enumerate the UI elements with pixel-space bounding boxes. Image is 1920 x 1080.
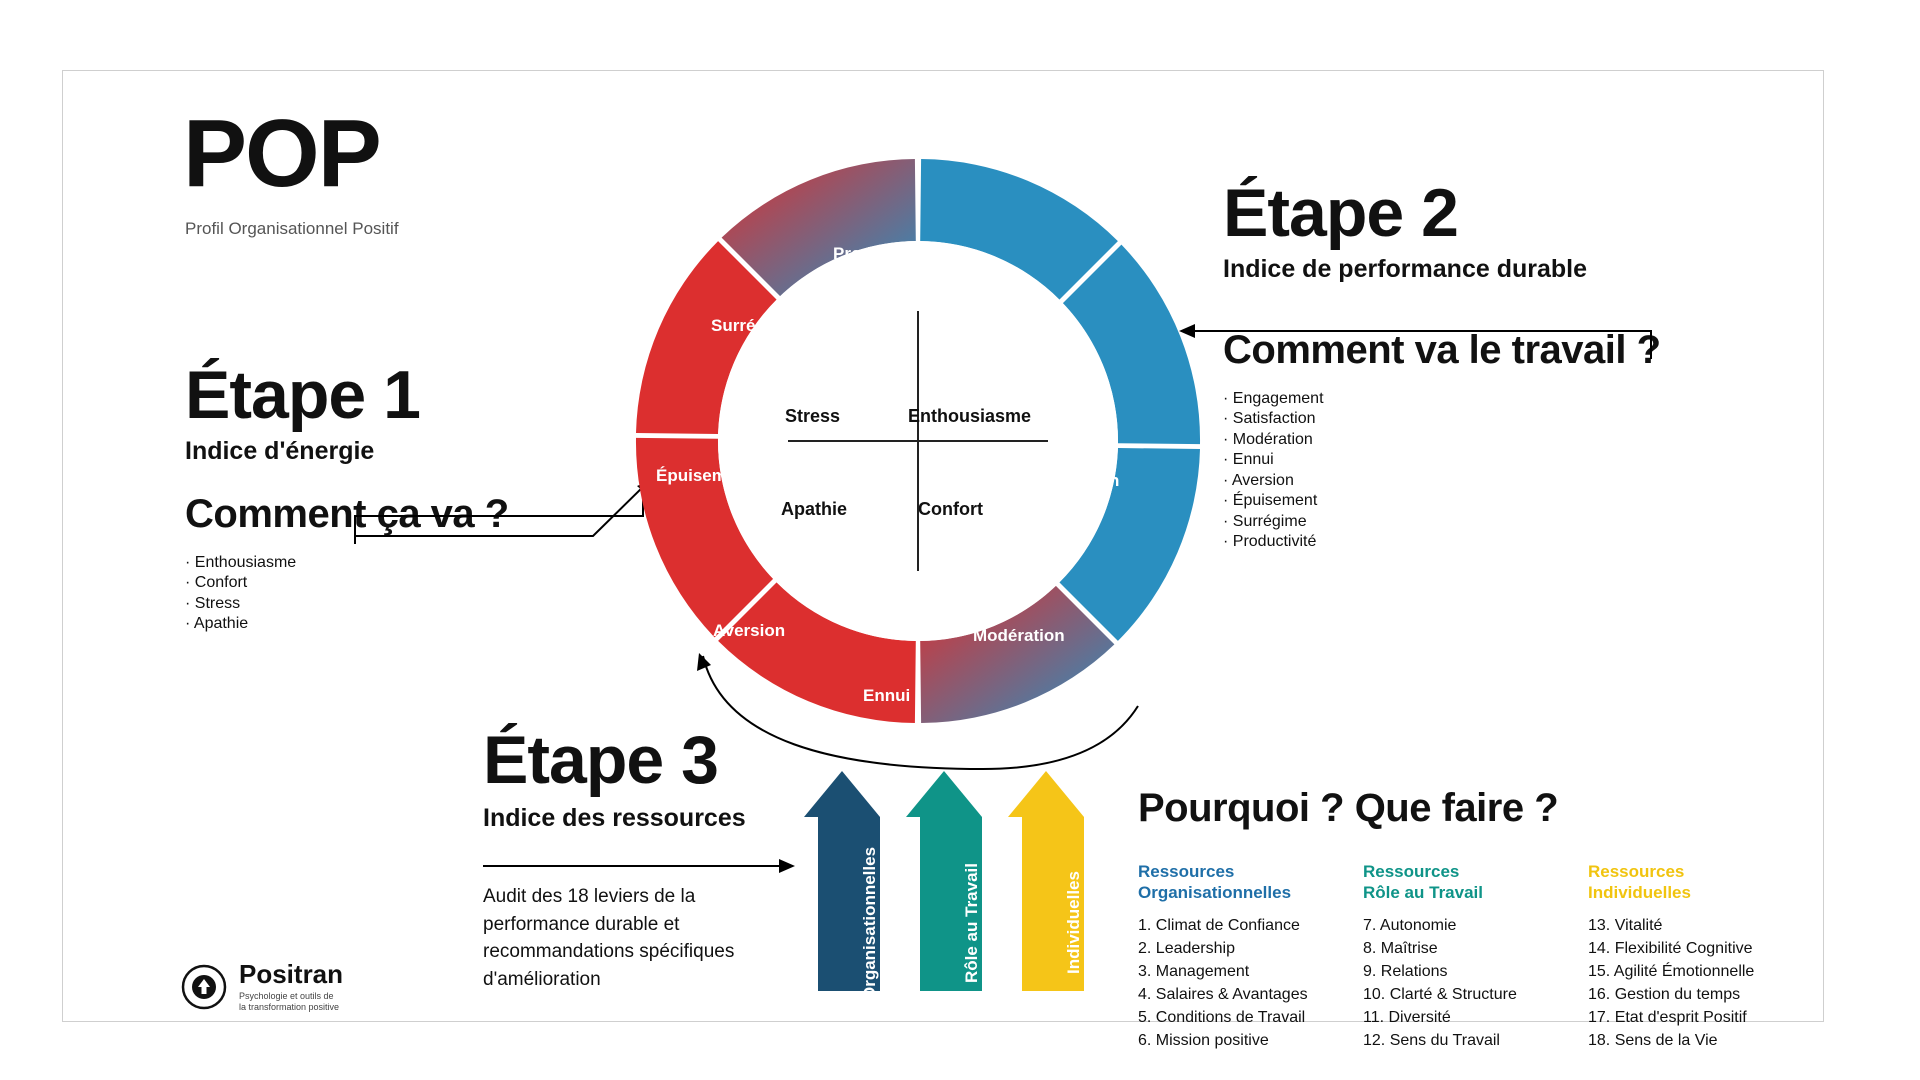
list-item: 18. Sens de la Vie xyxy=(1588,1032,1718,1050)
resources-column-organisationnelles xyxy=(1138,861,1308,1053)
resources-title-line2: Individuelles xyxy=(1588,883,1691,903)
bullet-item: · Confort xyxy=(185,573,615,593)
list-item: 7. Autonomie xyxy=(1363,916,1457,934)
etape-1-bullets xyxy=(185,553,615,635)
resources-list xyxy=(1138,914,1308,1053)
list-item: 13. Vitalité xyxy=(1588,916,1663,934)
list-item: 4. Salaires & Avantages xyxy=(1138,986,1308,1004)
resources-column-title xyxy=(1588,861,1754,904)
list-item: 3. Management xyxy=(1138,962,1250,980)
list-item: 8. Maîtrise xyxy=(1363,939,1438,957)
resources-title-line1: Ressources xyxy=(1588,862,1685,881)
pop-wheel xyxy=(633,156,1203,726)
slide-frame xyxy=(62,70,1824,1050)
arrow-head-icon xyxy=(804,771,880,817)
wheel-quadrant-apathie: Apathie xyxy=(781,499,848,519)
arrow-head-icon xyxy=(906,771,982,817)
bullet-item: · Stress xyxy=(185,594,615,614)
resources-column-title xyxy=(1363,861,1517,904)
positran-tagline xyxy=(239,991,343,1014)
etape-1-subtitle: Indice d'énergie xyxy=(185,437,375,465)
bullet-item: · Apathie xyxy=(185,614,615,634)
resources-list xyxy=(1363,914,1517,1053)
etape-2-bullets xyxy=(1223,389,1743,553)
bullet-item: · Aversion xyxy=(1223,471,1743,491)
positran-tagline-line1: Psychologie et outils de xyxy=(239,991,334,1001)
pop-logo-subtitle: Profil Organisationnel Positif xyxy=(185,219,399,238)
wheel-label-aversion: Aversion xyxy=(713,621,786,640)
bullet-item: · Modération xyxy=(1223,430,1743,450)
etape-3-title: Étape 3 xyxy=(483,722,718,798)
wheel-label-surregime: Surrégime xyxy=(711,316,796,335)
wheel-label-moderation: Modération xyxy=(973,626,1065,645)
resource-arrow-label: Organisationnelles xyxy=(860,846,879,1000)
list-item: 17. Etat d'esprit Positif xyxy=(1588,1009,1747,1027)
bullet-item: · Satisfaction xyxy=(1223,409,1743,429)
wheel-label-epuisement: Épuisement xyxy=(656,466,753,485)
resources-column-individuelles xyxy=(1588,861,1754,1053)
resource-arrow-label: Individuelles xyxy=(1064,871,1083,975)
wheel-quadrant-enthousiasme: Enthousiasme xyxy=(908,406,1032,426)
etape-2-title: Étape 2 xyxy=(1223,175,1458,251)
resource-arrow-label: Rôle au Travail xyxy=(962,863,981,983)
list-item: 16. Gestion du temps xyxy=(1588,986,1741,1004)
etape-1-question: Comment ça va ? xyxy=(185,492,509,536)
arrow-head-icon xyxy=(1008,771,1084,817)
etape-2-question: Comment va le travail ? xyxy=(1223,328,1661,372)
wheel-quadrant-confort: Confort xyxy=(918,499,983,519)
resources-column-title xyxy=(1138,861,1308,904)
wheel-label-engagement: Engagement xyxy=(963,316,1066,335)
list-item: 9. Relations xyxy=(1363,962,1448,980)
list-item: 5. Conditions de Travail xyxy=(1138,1009,1306,1027)
resource-arrow-organisationnelles xyxy=(818,771,880,1000)
list-item: 10. Clarté & Structure xyxy=(1363,986,1517,1004)
etape-3-subtitle: Indice des ressources xyxy=(483,804,746,832)
list-item: 14. Flexibilité Cognitive xyxy=(1588,939,1753,957)
resources-heading: Pourquoi ? Que faire ? xyxy=(1138,786,1559,830)
etape-3-connector-arrow xyxy=(481,851,801,881)
wheel-label-ennui: Ennui xyxy=(863,686,911,705)
wheel-quadrant-stress: Stress xyxy=(785,406,841,426)
positran-name: Positran xyxy=(239,959,344,989)
bullet-item: · Engagement xyxy=(1223,389,1743,409)
resources-list xyxy=(1588,914,1754,1053)
resource-arrow-individuelles xyxy=(1022,771,1084,991)
resources-title-line1: Ressources xyxy=(1138,862,1235,881)
bullet-item: · Productivité xyxy=(1223,532,1743,552)
etape-2-subtitle: Indice de performance durable xyxy=(1223,255,1587,283)
etape-1-title: Étape 1 xyxy=(185,357,420,433)
etape-2-connector-arrow xyxy=(1173,321,1653,361)
list-item: 6. Mission positive xyxy=(1138,1032,1269,1050)
resources-column-role-au-travail xyxy=(1363,861,1517,1053)
list-item: 11. Diversité xyxy=(1363,1009,1451,1027)
bullet-item: · Épuisement xyxy=(1223,491,1743,511)
wheel-label-productivite: Productivité xyxy=(833,244,932,263)
resources-title-line2: Organisationnelles xyxy=(1138,883,1292,903)
etape-1-connector-arrow xyxy=(353,446,653,546)
list-item: 2. Leadership xyxy=(1138,939,1235,957)
etape-2-block xyxy=(1223,175,1743,553)
list-item: 12. Sens du Travail xyxy=(1363,1032,1500,1050)
positran-logo-icon xyxy=(181,964,227,1010)
resources-title-line2: Rôle au Travail xyxy=(1363,883,1483,903)
bullet-item: · Enthousiasme xyxy=(185,553,615,573)
bullet-item: · Surrégime xyxy=(1223,512,1743,532)
resources-title-line1: Ressources xyxy=(1363,862,1460,881)
positran-tagline-line2: la transformation positive xyxy=(239,1002,340,1013)
bullet-item: · Ennui xyxy=(1223,450,1743,470)
positran-brand xyxy=(181,961,343,1014)
etape-3-description: Audit des 18 leviers de la performance durable et recommandations spécifiques d'amélioration xyxy=(483,886,735,990)
resource-arrow-role-au-travail xyxy=(920,771,982,991)
pop-logo-title: POP xyxy=(183,100,380,207)
wheel-label-satisfaction: Satisfaction xyxy=(1023,471,1120,490)
list-item: 1. Climat de Confiance xyxy=(1138,916,1300,934)
list-item: 15. Agilité Émotionnelle xyxy=(1588,962,1755,980)
